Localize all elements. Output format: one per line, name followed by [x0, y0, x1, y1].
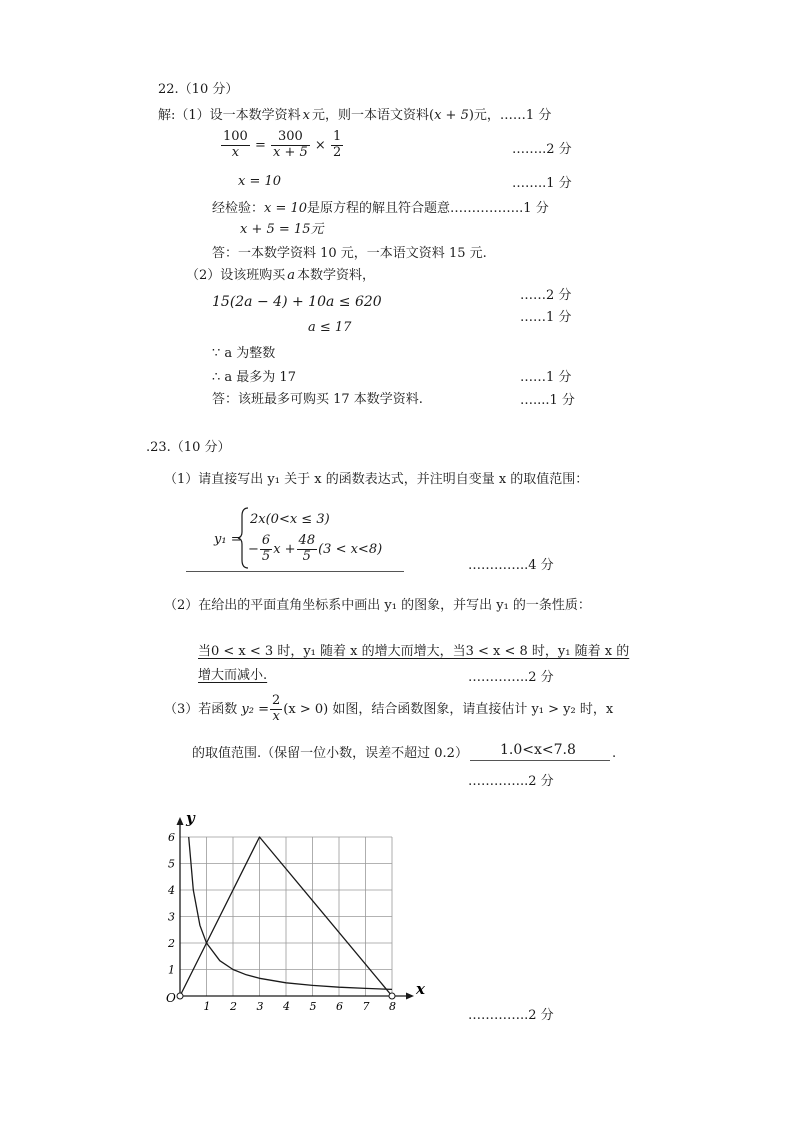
q23-part3-end: . [612, 746, 617, 761]
y-axis-label: y [186, 809, 195, 827]
x-axis-arrow [406, 993, 414, 1000]
endpoint-circle [389, 993, 395, 999]
q23-case-1: 2x(0<x ≤ 3) [250, 512, 330, 527]
q22-part1-intro-a: 解:（1）设一本数学资料 [158, 108, 301, 123]
case2-a-num: 6 [261, 533, 271, 548]
x-tick-label: 7 [362, 1000, 370, 1013]
p3-frac-den: x [272, 708, 280, 724]
p3-frac-num: 2 [272, 693, 281, 708]
function-graph [150, 800, 430, 1020]
q22-score-1b: ……..1 分 [512, 176, 572, 191]
q22-check-a: 经检验： [212, 201, 265, 216]
eq1-right-num: 1 [332, 129, 342, 144]
q22-score-1c: ……1 分 [520, 310, 572, 325]
q22-score-2: ……..2 分 [512, 142, 572, 157]
q23-header: .23.（10 分） [146, 440, 231, 455]
q22-header: 22.（10 分） [158, 82, 239, 97]
p3-y2: y₂ = [241, 701, 270, 717]
x-tick-label: 2 [230, 1000, 237, 1013]
q22-check-b: x = 10 [264, 201, 308, 216]
q23-score-2c: …………..2 分 [468, 1008, 554, 1023]
endpoint-circle [177, 993, 183, 999]
eq1-right-den: 2 [332, 144, 342, 160]
case2-b-den: 5 [302, 548, 311, 564]
q22-part1-intro: 解:（1）设一本数学资料 x 元，则一本语文资料(x + 5)元，……1 分 [158, 108, 552, 123]
q23-score-2a: …………..2 分 [468, 670, 554, 685]
y-tick-label: 6 [168, 831, 175, 844]
case2-b-num: 48 [298, 533, 316, 548]
q22-score-1d: ……1 分 [520, 370, 572, 385]
x-axis-label: x [416, 980, 425, 998]
eq1-mid-num: 300 [271, 130, 310, 146]
y-tick-label: 4 [168, 884, 175, 897]
q22-solution: x = 10 [238, 174, 282, 189]
q23-part3-answer: 1.0<x<7.8 [500, 742, 576, 758]
y-tick-label: 5 [168, 857, 175, 871]
y-axis-arrow [177, 817, 184, 825]
q23-part1-prompt: （1）请直接写出 y₁ 关于 x 的函数表达式，并注明自变量 x 的取值范围： [164, 472, 589, 487]
q23-score-2b: …………..2 分 [468, 774, 554, 789]
q22-inequality-solution: a ≤ 17 [308, 320, 352, 335]
case2-range: (3 < x<8) [318, 541, 383, 557]
series-line-y2 [189, 837, 392, 989]
piecewise-underline [186, 571, 404, 572]
q23-part2-prompt: （2）在给出的平面直角坐标系中画出 y₁ 的图象，并写出 y₁ 的一条性质： [164, 598, 591, 613]
p3-prompt-b: (x > 0) 如图，结合函数图象，请直接估计 y₁ > y₂ 时，x [283, 701, 614, 717]
x-tick-label: 3 [256, 1000, 264, 1013]
q22-score-2b: ……2 分 [520, 288, 572, 303]
q23-case-2 [248, 534, 382, 565]
y-tick-label: 1 [168, 963, 175, 977]
y-tick-label: 2 [168, 937, 175, 950]
q22-part2-intro: （2）设该班购买 a 本数学资料， [186, 268, 376, 283]
q22-equation: $\frac{100}{x}$ = $\frac{300}{x + 5}$ × $\frac{1}{2}$ [223, 129, 342, 160]
case2-mid: x + [273, 541, 296, 557]
q22-check-c: 是原方程的解且符合题意……………..1 分 [307, 201, 549, 216]
q22-x-plus-5: x + 5 = 15元 [240, 222, 324, 237]
x-tick-label: 8 [389, 1000, 396, 1013]
x-tick-label: 6 [336, 1000, 343, 1013]
x-tick-label: 1 [203, 1000, 211, 1013]
q23-property-line2: 增大而减小. [198, 668, 268, 683]
origin-label: O [166, 991, 176, 1005]
q22-answer-2: 答：该班最多可购买 17 本数学资料. [212, 392, 423, 407]
q22-answer-1: 答：一本数学资料 10 元，一本语文资料 15 元. [212, 246, 487, 261]
y-tick-label: 3 [168, 910, 175, 924]
q22-because: ∵ a 为整数 [212, 346, 276, 361]
q22-check [212, 201, 549, 217]
case2-a-den: 5 [261, 548, 271, 564]
eq1-left-den: x [231, 144, 240, 160]
q23-score-4: …………..4 分 [468, 558, 554, 573]
q22-inequality: 15(2a − 4) + 10a ≤ 620 [212, 294, 382, 310]
p3-prompt-a: （3）若函数 [164, 701, 238, 717]
q22-score-1a: ……1 分 [499, 108, 552, 123]
q22-part2-intro-b: 本数学资料， [297, 268, 376, 283]
q23-part3-prompt-c: 的取值范围.（保留一位小数，误差不超过 0.2） [192, 746, 468, 761]
q23-y1-label: y₁ = [214, 532, 242, 547]
eq1-left-num: 100 [223, 129, 248, 144]
eq1-mid-den: x + 5 [273, 144, 308, 160]
q22-score-1e: …....1 分 [520, 393, 575, 408]
q22-part1-intro-b: 元，则一本语文资料( [312, 108, 435, 123]
answer-underline [470, 760, 610, 761]
q23-property-line1: 当0 < x < 3 时，y₁ 随着 x 的增大而增大，当3 < x < 8 时，y₁ 随着 x 的 [198, 644, 630, 659]
x-tick-label: 5 [309, 1000, 317, 1013]
q22-part2-intro-a: （2）设该班购买 [186, 268, 286, 283]
q23-part3-prompt [164, 694, 613, 725]
x-tick-label: 4 [283, 1000, 290, 1013]
q22-therefore: ∴ a 最多为 17 [212, 370, 296, 385]
q22-part1-intro-c: )元， [468, 108, 500, 123]
case2-prefix: − [248, 541, 259, 557]
